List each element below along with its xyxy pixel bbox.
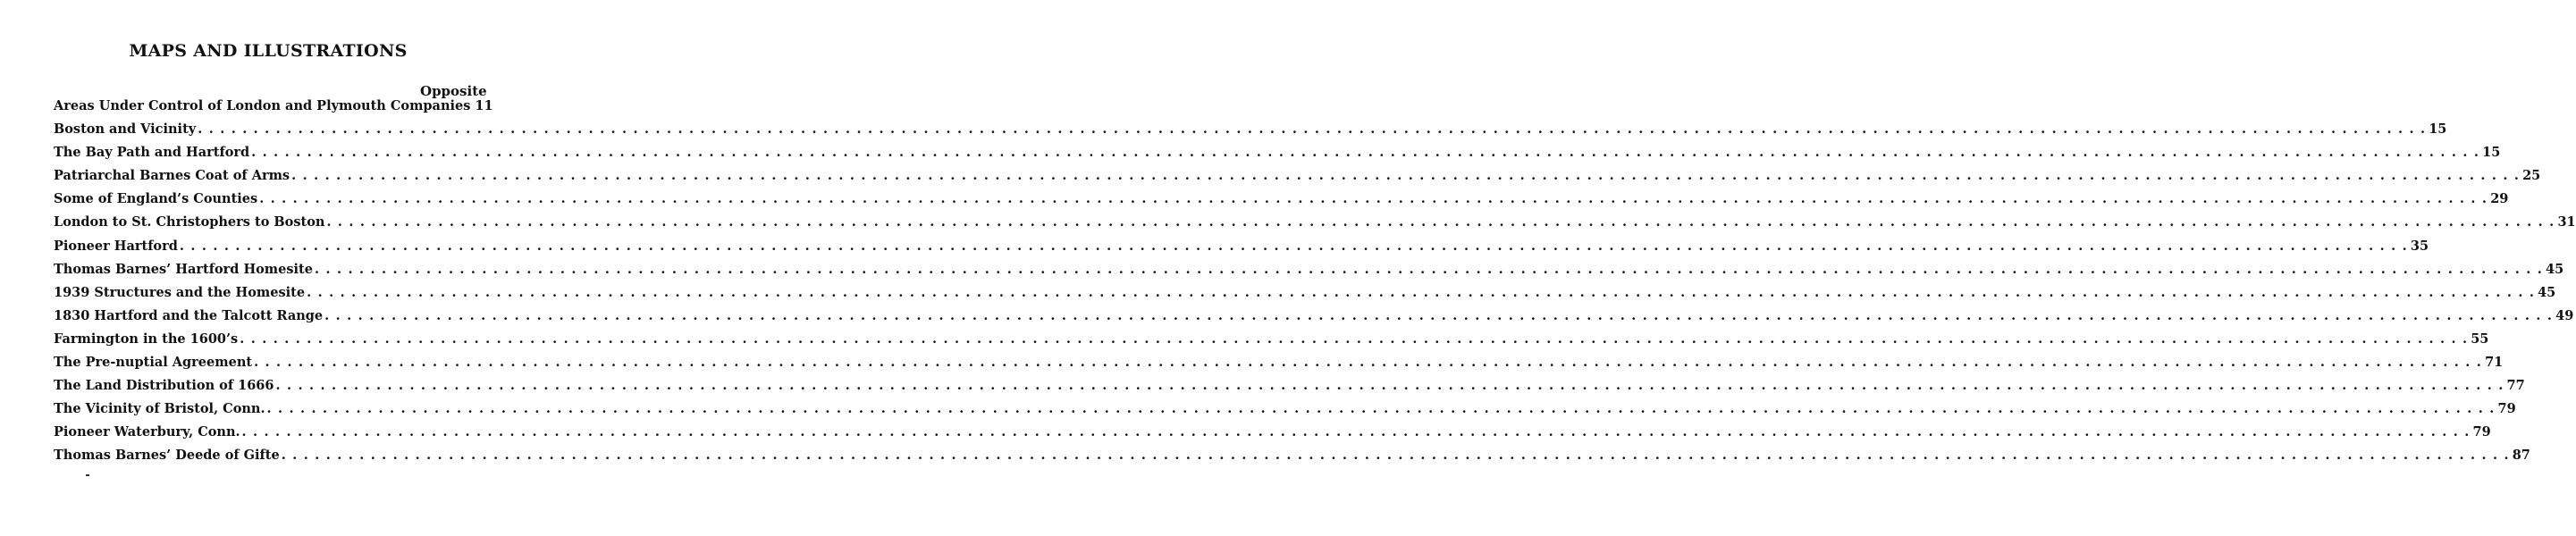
entry-page-number: 29 bbox=[2490, 191, 2509, 207]
entry-page-number: 31 bbox=[2557, 214, 2576, 230]
list-item bbox=[54, 141, 2501, 164]
list-item bbox=[54, 118, 2447, 141]
dot-leader: . . . . . . . . . . . . . . . . . . . . . . . . . . . . . . . . . . . . . . . . . . . . . . . . . . . . . . . . . . . . . . . . . . . . . . . . . . . . . . . . . . . . . . . . . . . . . . . . . . . . . . . . . . . . . . . . . . . . . . . . . . . . . . . . . . . . . . . . . . . . . . . . . . . . . . . . . . . . . . . . . . . . . . . . . . . . . . . . . . . . . . . . . . . . . . . . . . . . . . . . bbox=[291, 168, 2521, 184]
entry-page-number: 79 bbox=[2497, 401, 2516, 417]
entry-page-number: 55 bbox=[2471, 331, 2489, 347]
dot-leader: . . . . . . . . . . . . . . . . . . . . . . . . . . . . . . . . . . . . . . . . . . . . . . . . . . . . . . . . . . . . . . . . . . . . . . . . . . . . . . . . . . . . . . . . . . . . . . . . . . . . . . . . . . . . . . . . . . . . . . . . . . . . . . . . . . . . . . . . . . . . . . . . . . . . . . . . . . . . . . . . . . . . . . . . . . . . . . . . . . . . . . . . . . . . . . . . . . . . . . . . bbox=[241, 424, 2471, 440]
entry-title: Thomas Barnes’ Hartford Homesite bbox=[54, 261, 313, 277]
entry-page-number: 71 bbox=[2485, 355, 2504, 371]
page-column-header: Opposite bbox=[420, 83, 487, 99]
entry-title: London to St. Christophers to Boston bbox=[54, 214, 325, 230]
entry-title: Patriarchal Barnes Coat of Arms bbox=[54, 168, 290, 184]
entry-page-number: 11 bbox=[475, 98, 493, 113]
entry-title: Boston and Vicinity bbox=[54, 121, 197, 138]
entry-title: Areas Under Control of London and Plymouth Companies bbox=[54, 98, 471, 113]
list-item bbox=[54, 351, 2504, 374]
entry-title: The Vicinity of Bristol, Conn. bbox=[54, 401, 265, 417]
entry-page-number: 25 bbox=[2522, 168, 2541, 184]
entry-title: Farmington in the 1600’s bbox=[54, 331, 239, 347]
list-item bbox=[54, 281, 2556, 305]
entry-page-number: 15 bbox=[2482, 145, 2501, 161]
dot-leader: . . . . . . . . . . . . . . . . . . . . . . . . . . . . . . . . . . . . . . . . . . . . . . . . . . . . . . . . . . . . . . . . . . . . . . . . . . . . . . . . . . . . . . . . . . . . . . . . . . . . . . . . . . . . . . . . . . . . . . . . . . . . . . . . . . . . . . . . . . . . . . . . . . . . . . . . . . . . . . . . . . . . . . . . . . . . . . . . . . . . . . . . . . . . . . . . . . . . . . . . bbox=[275, 378, 2504, 394]
page-title: MAPS AND ILLUSTRATIONS bbox=[129, 41, 408, 61]
dot-leader: . . . . . . . . . . . . . . . . . . . . . . . . . . . . . . . . . . . . . . . . . . . . . . . . . . . . . . . . . . . . . . . . . . . . . . . . . . . . . . . . . . . . . . . . . . . . . . . . . . . . . . . . . . . . . . . . . . . . . . . . . . . . . . . . . . . . . . . . . . . . . . . . . . . . . . . . . . . . . . . . . . . . . . . . . . . . . . . . . . . . . . . . . . . . . . . . . . . . . . . . bbox=[240, 331, 2469, 347]
dot-leader: . . . . . . . . . . . . . . . . . . . . . . . . . . . . . . . . . . . . . . . . . . . . . . . . . . . . . . . . . . . . . . . . . . . . . . . . . . . . . . . . . . . . . . . . . . . . . . . . . . . . . . . . . . . . . . . . . . . . . . . . . . . . . . . . . . . . . . . . . . . . . . . . . . . . . . . . . . . . . . . . . . . . . . . . . . . . . . . . . . . . . . . . . . . . . . . . . . . . . . . . bbox=[198, 121, 2427, 138]
list-item bbox=[54, 95, 493, 118]
stray-mark bbox=[86, 474, 89, 476]
entry-page-number: 49 bbox=[2555, 307, 2574, 323]
dot-leader: . . . . . . . . . . . . . . . . . . . . . . . . . . . . . . . . . . . . . . . . . . . . . . . . . . . . . . . . . . . . . . . . . . . . . . . . . . . . . . . . . . . . . . . . . . . . . . . . . . . . . . . . . . . . . . . . . . . . . . . . . . . . . . . . . . . . . . . . . . . . . . . . . . . . . . . . . . . . . . . . . . . . . . . . . . . . . . . . . . . . . . . . . . . . . . . . . . . . . . . . bbox=[281, 448, 2510, 464]
entry-title: Thomas Barnes’ Deede of Gifte bbox=[54, 448, 280, 464]
entry-page-number: 79 bbox=[2472, 424, 2491, 440]
list-item bbox=[54, 164, 2541, 188]
entry-page-number: 77 bbox=[2506, 378, 2525, 394]
entry-title: Some of England’s Counties bbox=[54, 191, 258, 207]
entry-page-number: 15 bbox=[2429, 121, 2447, 138]
list-item bbox=[54, 444, 2530, 467]
list-item bbox=[54, 421, 2491, 444]
entry-title: Pioneer Hartford bbox=[54, 238, 178, 254]
entry-page-number: 87 bbox=[2512, 448, 2530, 464]
entry-page-number: 45 bbox=[2545, 261, 2564, 277]
entry-title: 1830 Hartford and the Talcott Range bbox=[54, 307, 324, 323]
dot-leader: . . . . . . . . . . . . . . . . . . . . . . . . . . . . . . . . . . . . . . . . . . . . . . . . . . . . . . . . . . . . . . . . . . . . . . . . . . . . . . . . . . . . . . . . . . . . . . . . . . . . . . . . . . . . . . . . . . . . . . . . . . . . . . . . . . . . . . . . . . . . . . . . . . . . . . . . . . . . . . . . . . . . . . . . . . . . . . . . . . . . . . . . . . . . . . . . . . . . . . . . bbox=[251, 145, 2480, 161]
list-item bbox=[54, 258, 2564, 281]
entry-title: The Bay Path and Hartford bbox=[54, 145, 250, 161]
dot-leader: . . . . . . . . . . . . . . . . . . . . . . . . . . . . . . . . . . . . . . . . . . . . . . . . . . . . . . . . . . . . . . . . . . . . . . . . . . . . . . . . . . . . . . . . . . . . . . . . . . . . . . . . . . . . . . . . . . . . . . . . . . . . . . . . . . . . . . . . . . . . . . . . . . . . . . . . . . . . . . . . . . . . . . . . . . . . . . . . . . . . . . . . . . . . . . . . . . . . . . . . bbox=[307, 284, 2536, 300]
list-item bbox=[54, 374, 2525, 398]
list-item bbox=[54, 211, 2576, 234]
list-item bbox=[54, 398, 2516, 421]
entry-title: Pioneer Waterbury, Conn. bbox=[54, 424, 240, 440]
illustration-list bbox=[54, 95, 2576, 468]
list-item bbox=[54, 305, 2574, 328]
entry-title: The Land Distribution of 1666 bbox=[54, 378, 274, 394]
dot-leader: . . . . . . . . . . . . . . . . . . . . . . . . . . . . . . . . . . . . . . . . . . . . . . . . . . . . . . . . . . . . . . . . . . . . . . . . . . . . . . . . . . . . . . . . . . . . . . . . . . . . . . . . . . . . . . . . . . . . . . . . . . . . . . . . . . . . . . . . . . . . . . . . . . . . . . . . . . . . . . . . . . . . . . . . . . . . . . . . . . . . . . . . . . . . . . . . . . . . . . . . bbox=[314, 261, 2543, 277]
entry-title: The Pre-nuptial Agreement bbox=[54, 355, 253, 371]
entry-page-number: 35 bbox=[2410, 238, 2429, 254]
list-item bbox=[54, 235, 2429, 258]
entry-page-number: 45 bbox=[2538, 284, 2556, 300]
dot-leader: . . . . . . . . . . . . . . . . . . . . . . . . . . . . . . . . . . . . . . . . . . . . . . . . . . . . . . . . . . . . . . . . . . . . . . . . . . . . . . . . . . . . . . . . . . . . . . . . . . . . . . . . . . . . . . . . . . . . . . . . . . . . . . . . . . . . . . . . . . . . . . . . . . . . . . . . . . . . . . . . . . . . . . . . . . . . . . . . . . . . . . . . . . . . . . . . . . . . . . . . bbox=[259, 191, 2488, 207]
list-item bbox=[54, 188, 2509, 211]
dot-leader: . . . . . . . . . . . . . . . . . . . . . . . . . . . . . . . . . . . . . . . . . . . . . . . . . . . . . . . . . . . . . . . . . . . . . . . . . . . . . . . . . . . . . . . . . . . . . . . . . . . . . . . . . . . . . . . . . . . . . . . . . . . . . . . . . . . . . . . . . . . . . . . . . . . . . . . . . . . . . . . . . . . . . . . . . . . . . . . . . . . . . . . . . . . . . . . . . . . . . . . . bbox=[179, 238, 2408, 254]
list-item bbox=[54, 328, 2489, 351]
dot-leader: . . . . . . . . . . . . . . . . . . . . . . . . . . . . . . . . . . . . . . . . . . . . . . . . . . . . . . . . . . . . . . . . . . . . . . . . . . . . . . . . . . . . . . . . . . . . . . . . . . . . . . . . . . . . . . . . . . . . . . . . . . . . . . . . . . . . . . . . . . . . . . . . . . . . . . . . . . . . . . . . . . . . . . . . . . . . . . . . . . . . . . . . . . . . . . . . . . . . . . . . bbox=[266, 401, 2496, 417]
entry-title: 1939 Structures and the Homesite bbox=[54, 284, 306, 300]
dot-leader: . . . . . . . . . . . . . . . . . . . . . . . . . . . . . . . . . . . . . . . . . . . . . . . . . . . . . . . . . . . . . . . . . . . . . . . . . . . . . . . . . . . . . . . . . . . . . . . . . . . . . . . . . . . . . . . . . . . . . . . . . . . . . . . . . . . . . . . . . . . . . . . . . . . . . . . . . . . . . . . . . . . . . . . . . . . . . . . . . . . . . . . . . . . . . . . . . . . . . . . . bbox=[324, 307, 2554, 323]
dot-leader: . . . . . . . . . . . . . . . . . . . . . . . . . . . . . . . . . . . . . . . . . . . . . . . . . . . . . . . . . . . . . . . . . . . . . . . . . . . . . . . . . . . . . . . . . . . . . . . . . . . . . . . . . . . . . . . . . . . . . . . . . . . . . . . . . . . . . . . . . . . . . . . . . . . . . . . . . . . . . . . . . . . . . . . . . . . . . . . . . . . . . . . . . . . . . . . . . . . . . . . . bbox=[254, 355, 2483, 371]
dot-leader: . . . . . . . . . . . . . . . . . . . . . . . . . . . . . . . . . . . . . . . . . . . . . . . . . . . . . . . . . . . . . . . . . . . . . . . . . . . . . . . . . . . . . . . . . . . . . . . . . . . . . . . . . . . . . . . . . . . . . . . . . . . . . . . . . . . . . . . . . . . . . . . . . . . . . . . . . . . . . . . . . . . . . . . . . . . . . . . . . . . . . . . . . . . . . . . . . . . . . . . . bbox=[326, 214, 2555, 230]
